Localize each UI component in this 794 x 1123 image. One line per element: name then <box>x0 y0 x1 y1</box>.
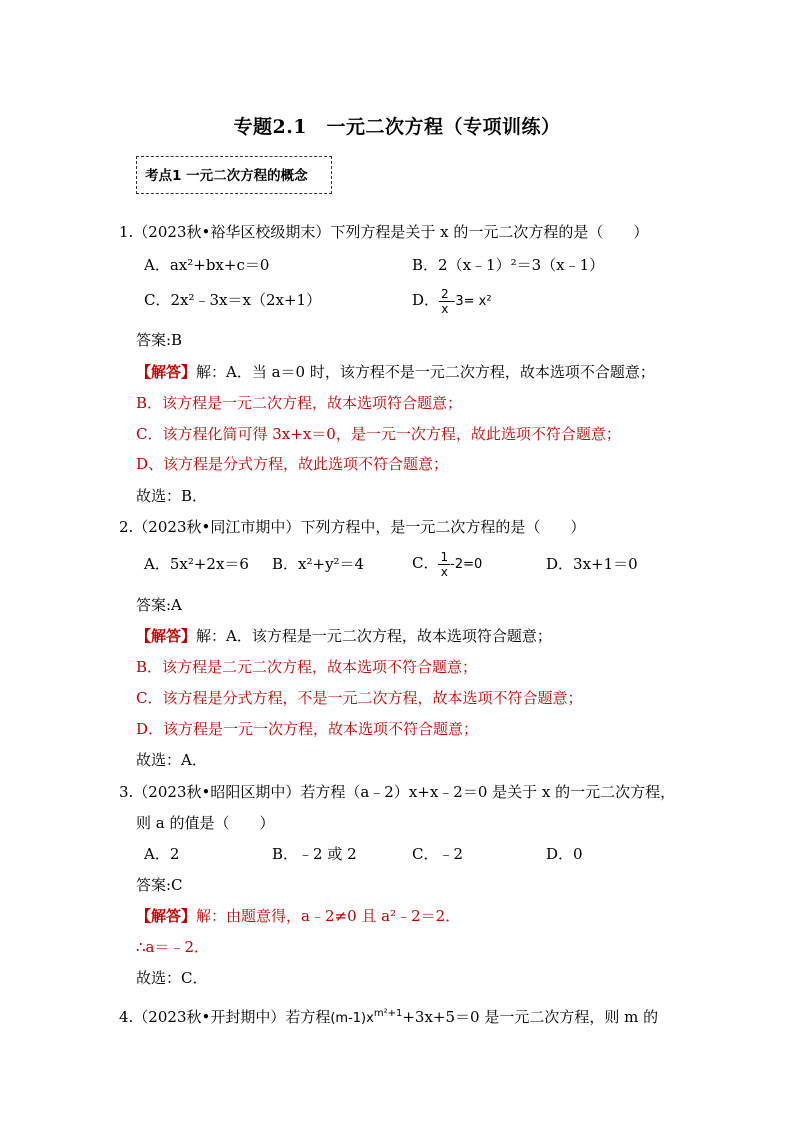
q4-stem-coefficient: (m-1) <box>330 1011 367 1026</box>
q3-solution-tag: 【解答】 <box>136 907 197 925</box>
kaodian-box: 考点1 一元二次方程的概念 <box>136 156 332 194</box>
q1-option-d-prefix: D． <box>412 291 440 309</box>
q1-option-d-numerator: 2 <box>441 286 449 301</box>
q2-option-a: A．5x²+2x＝6 <box>144 555 249 573</box>
q3-option-a: A．2 <box>144 845 180 863</box>
q1-option-d-rest: -3= x² <box>450 294 492 309</box>
q3-solution-line-2: ∴a＝﹣2． <box>136 938 210 956</box>
q1-option-d-denominator: x <box>441 301 449 316</box>
q2-option-c-rest: -2=0 <box>450 557 483 572</box>
q1-option-c: C．2x²﹣3x＝x（2x+1） <box>144 291 322 309</box>
q1-option-a: A．ax²+bx+c＝0 <box>144 256 270 274</box>
q1-solution-tag: 【解答】 <box>136 363 197 381</box>
q2-solution-line-1 <box>136 625 552 647</box>
page-title: 专题2.1 一元二次方程（专项训练） <box>233 116 561 138</box>
q1-solution-line-4: D、该方程是分式方程，故此选项不符合题意； <box>136 455 449 473</box>
q2-option-b: B．x²+y²＝4 <box>272 555 365 573</box>
q2-solution-line-5: 故选：A． <box>136 751 207 769</box>
q2-solution-line-3: C．该方程是分式方程，不是一元二次方程，故本选项不符合题意； <box>136 689 583 707</box>
q1-solution-text-1: 解：A．当 a＝0 时，该方程不是一元二次方程，故本选项不合题意； <box>196 363 655 381</box>
q3-option-d: D．0 <box>546 845 583 863</box>
q4-stem-end: +3x+5＝0 是一元二次方程，则 m 的 <box>402 1008 659 1026</box>
q1-solution-line-5: 故选：B． <box>136 487 208 505</box>
q2-option-c-prefix: C． <box>412 554 439 572</box>
q2-option-d: D．3x+1＝0 <box>546 555 638 573</box>
q2-solution-line-2: B．该方程是二元二次方程，故本选项不符合题意； <box>136 658 478 676</box>
q2-solution-tag: 【解答】 <box>136 627 197 645</box>
q3-solution-line-3: 故选：C． <box>136 969 208 987</box>
q1-option-d-fraction <box>439 287 451 316</box>
q4-stem-exponent: m²+1 <box>373 1008 403 1019</box>
q3-stem: 3.（2023秋•昭阳区期中）若方程（a﹣2）x+x﹣2＝0 是关于 x 的一元二次方程， <box>119 783 676 801</box>
q2-option-c-numerator: 1 <box>440 549 449 564</box>
q1-stem: 1.（2023秋•裕华区校级期末）下列方程是关于 x 的一元二次方程的是（ ） <box>119 223 649 241</box>
q4-stem-start: 4.（2023秋•开封期中）若方程 <box>119 1008 331 1026</box>
q2-answer: 答案:A <box>136 596 182 614</box>
q1-answer: 答案:B <box>136 331 183 349</box>
q1-option-d <box>412 285 492 317</box>
q2-stem: 2.（2023秋•同江市期中）下列方程中，是一元二次方程的是（ ） <box>119 518 586 536</box>
q4-stem <box>119 1003 658 1030</box>
q1-solution-line-2: B．该方程是一元二次方程，故本选项符合题意； <box>136 394 463 412</box>
q2-solution-text-1: 解：A．该方程是一元二次方程，故本选项符合题意； <box>196 627 552 645</box>
q1-option-b: B．2（x﹣1）²＝3（x﹣1） <box>412 256 605 274</box>
q3-stem-line-2: 则 a 的值是（ ） <box>136 814 275 832</box>
q2-option-c <box>412 548 482 580</box>
q3-option-b: B．﹣2 或 2 <box>272 845 357 863</box>
q3-answer: 答案:C <box>136 876 183 894</box>
q4-stem-variable: x <box>366 1011 374 1026</box>
q2-solution-line-4: D．该方程是一元一次方程，故本选项不符合题意； <box>136 720 479 738</box>
q1-solution-line-3: C．该方程化简可得 3x+x＝0，是一元一次方程，故此选项不符合题意； <box>136 425 621 443</box>
q1-solution-line-1 <box>136 361 655 383</box>
q2-option-c-denominator: x <box>440 564 448 579</box>
q3-option-c: C．﹣2 <box>412 845 464 863</box>
q2-option-c-fraction <box>438 550 450 579</box>
q3-solution-line-1 <box>136 905 460 927</box>
q3-solution-text-1: 解：由题意得，a﹣2≠0 且 a²﹣2＝2． <box>196 907 461 925</box>
